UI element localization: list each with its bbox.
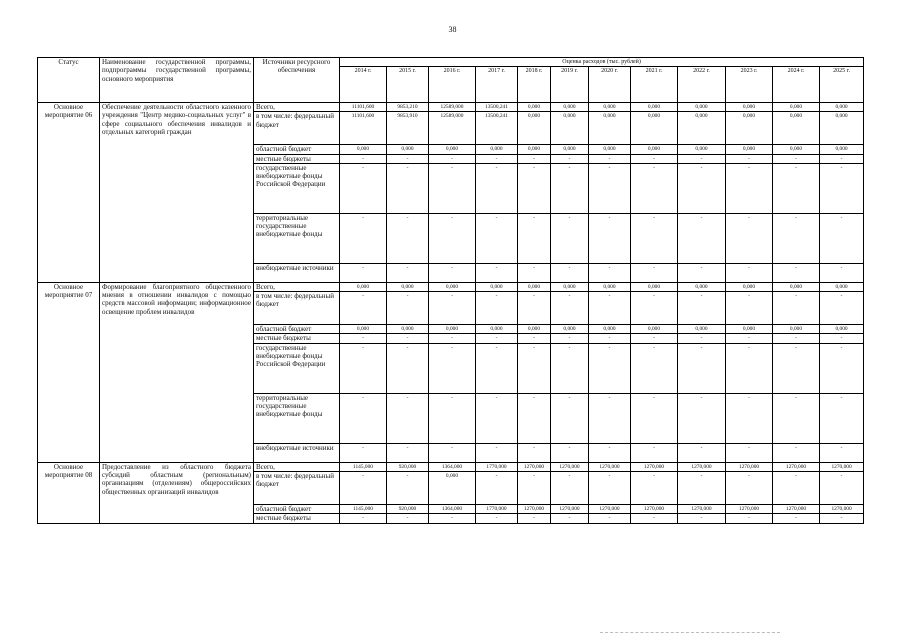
value-cell: 0,000 bbox=[518, 145, 551, 154]
header-year: 2022 г. bbox=[678, 67, 726, 103]
funding-source-cell: в том числе: федеральный бюджет bbox=[254, 292, 340, 325]
value-cell: 0,000 bbox=[551, 103, 589, 112]
value-cell: 920,000 bbox=[387, 462, 429, 471]
value-cell: 0,000 bbox=[678, 112, 726, 145]
header-year: 2021 г. bbox=[631, 67, 678, 103]
value-cell: - bbox=[589, 472, 631, 505]
header-year: 2025 г. bbox=[820, 67, 864, 103]
value-cell: - bbox=[773, 472, 820, 505]
value-cell: - bbox=[589, 334, 631, 343]
value-cell: - bbox=[551, 263, 589, 282]
funding-source-cell: местные бюджеты bbox=[254, 514, 340, 523]
value-cell: - bbox=[518, 343, 551, 393]
value-cell: - bbox=[726, 163, 773, 213]
value-cell: - bbox=[340, 443, 387, 462]
value-cell: 0,000 bbox=[820, 103, 864, 112]
value-cell: - bbox=[340, 163, 387, 213]
value-cell: - bbox=[589, 263, 631, 282]
value-cell: - bbox=[631, 163, 678, 213]
value-cell: 1270,000 bbox=[631, 462, 678, 471]
value-cell: - bbox=[476, 292, 518, 325]
value-cell: - bbox=[820, 334, 864, 343]
value-cell: - bbox=[476, 334, 518, 343]
value-cell: - bbox=[820, 443, 864, 462]
value-cell: - bbox=[429, 514, 476, 523]
value-cell: - bbox=[518, 263, 551, 282]
value-cell: 0,000 bbox=[589, 325, 631, 334]
header-year: 2020 г. bbox=[589, 67, 631, 103]
header-estimate: Оценка расходов (тыс. рублей) bbox=[340, 58, 864, 67]
funding-source-cell: Всего, bbox=[254, 462, 340, 471]
value-cell: 0,000 bbox=[773, 282, 820, 291]
header-sources: Источники ресурсного обеспечения bbox=[254, 58, 340, 103]
value-cell: - bbox=[387, 393, 429, 443]
header-year: 2019 г. bbox=[551, 67, 589, 103]
value-cell: 0,000 bbox=[429, 282, 476, 291]
table-row bbox=[38, 282, 864, 291]
value-cell: 0,000 bbox=[340, 325, 387, 334]
header-year: 2024 г. bbox=[773, 67, 820, 103]
value-cell: 0,000 bbox=[726, 112, 773, 145]
value-cell: 1770,000 bbox=[476, 462, 518, 471]
value-cell: 0,000 bbox=[773, 103, 820, 112]
value-cell: - bbox=[678, 292, 726, 325]
value-cell: - bbox=[589, 292, 631, 325]
value-cell: - bbox=[518, 292, 551, 325]
value-cell: 13500,241 bbox=[476, 103, 518, 112]
table-row bbox=[38, 462, 864, 471]
value-cell: - bbox=[678, 343, 726, 393]
value-cell: - bbox=[518, 334, 551, 343]
value-cell: 1145,000 bbox=[340, 505, 387, 514]
value-cell: 1270,000 bbox=[631, 505, 678, 514]
value-cell: - bbox=[429, 393, 476, 443]
value-cell: - bbox=[551, 343, 589, 393]
funding-source-cell: областной бюджет bbox=[254, 145, 340, 154]
value-cell: 1270,000 bbox=[518, 462, 551, 471]
header-year: 2023 г. bbox=[726, 67, 773, 103]
bottom-mark bbox=[600, 632, 780, 635]
table-row bbox=[38, 103, 864, 112]
value-cell: 0,000 bbox=[387, 145, 429, 154]
value-cell: 0,000 bbox=[589, 145, 631, 154]
value-cell: - bbox=[476, 472, 518, 505]
value-cell: - bbox=[518, 514, 551, 523]
value-cell: 0,000 bbox=[340, 282, 387, 291]
value-cell: 920,000 bbox=[387, 505, 429, 514]
value-cell: - bbox=[551, 163, 589, 213]
expenditure-table bbox=[37, 57, 864, 524]
value-cell: - bbox=[631, 472, 678, 505]
value-cell: 0,000 bbox=[551, 282, 589, 291]
value-cell: - bbox=[476, 443, 518, 462]
value-cell: - bbox=[589, 514, 631, 523]
value-cell: - bbox=[551, 393, 589, 443]
value-cell: 11101,600 bbox=[340, 103, 387, 112]
value-cell: 1270,000 bbox=[820, 505, 864, 514]
value-cell: - bbox=[340, 213, 387, 263]
value-cell: 0,000 bbox=[551, 145, 589, 154]
value-cell: 9853,910 bbox=[387, 112, 429, 145]
value-cell: - bbox=[476, 213, 518, 263]
value-cell: - bbox=[551, 334, 589, 343]
value-cell: - bbox=[387, 472, 429, 505]
value-cell: - bbox=[429, 154, 476, 163]
value-cell: - bbox=[589, 163, 631, 213]
value-cell: 0,000 bbox=[678, 145, 726, 154]
value-cell: - bbox=[726, 393, 773, 443]
value-cell: 0,000 bbox=[429, 472, 476, 505]
funding-source-cell: в том числе: федеральный бюджет bbox=[254, 112, 340, 145]
value-cell: 1270,000 bbox=[726, 505, 773, 514]
value-cell: - bbox=[518, 213, 551, 263]
value-cell: - bbox=[429, 443, 476, 462]
value-cell: - bbox=[518, 472, 551, 505]
value-cell: - bbox=[726, 263, 773, 282]
value-cell: 0,000 bbox=[518, 325, 551, 334]
value-cell: - bbox=[726, 213, 773, 263]
value-cell: - bbox=[820, 393, 864, 443]
value-cell: - bbox=[773, 263, 820, 282]
value-cell: - bbox=[551, 154, 589, 163]
value-cell: - bbox=[820, 213, 864, 263]
value-cell: - bbox=[429, 213, 476, 263]
value-cell: - bbox=[631, 514, 678, 523]
funding-source-cell: в том числе: федеральный бюджет bbox=[254, 472, 340, 505]
value-cell: - bbox=[820, 263, 864, 282]
value-cell: 1270,000 bbox=[589, 462, 631, 471]
value-cell: - bbox=[551, 292, 589, 325]
value-cell: - bbox=[631, 393, 678, 443]
funding-source-cell: внебюджетные источники bbox=[254, 443, 340, 462]
value-cell: - bbox=[476, 393, 518, 443]
value-cell: 0,000 bbox=[820, 325, 864, 334]
value-cell: 0,000 bbox=[678, 325, 726, 334]
value-cell: - bbox=[518, 154, 551, 163]
value-cell: - bbox=[387, 292, 429, 325]
value-cell: - bbox=[678, 263, 726, 282]
funding-source-cell: государственные внебюджетные фонды Российской Федерации bbox=[254, 163, 340, 213]
value-cell: - bbox=[631, 343, 678, 393]
value-cell: - bbox=[678, 163, 726, 213]
value-cell: 0,000 bbox=[589, 103, 631, 112]
value-cell: - bbox=[631, 263, 678, 282]
value-cell: - bbox=[387, 443, 429, 462]
measure-name-cell: Предоставление из областного бюджета субсидий областным (региональным) организациям (отделениям) общероссийских общественных организаций инвалидов bbox=[100, 462, 254, 523]
value-cell: - bbox=[678, 334, 726, 343]
value-cell: - bbox=[476, 514, 518, 523]
page-number: 38 bbox=[448, 25, 457, 34]
value-cell: - bbox=[589, 213, 631, 263]
value-cell: - bbox=[678, 472, 726, 505]
value-cell: 0,000 bbox=[678, 282, 726, 291]
value-cell: - bbox=[340, 263, 387, 282]
funding-source-cell: областной бюджет bbox=[254, 505, 340, 514]
value-cell: - bbox=[589, 343, 631, 393]
value-cell: - bbox=[773, 154, 820, 163]
value-cell: 0,000 bbox=[518, 112, 551, 145]
header-year: 2018 г. bbox=[518, 67, 551, 103]
value-cell: - bbox=[551, 443, 589, 462]
value-cell: 1270,000 bbox=[551, 505, 589, 514]
value-cell: 1364,000 bbox=[429, 462, 476, 471]
value-cell: - bbox=[518, 163, 551, 213]
header-year: 2015 г. bbox=[387, 67, 429, 103]
value-cell: - bbox=[476, 163, 518, 213]
value-cell: - bbox=[340, 343, 387, 393]
value-cell: - bbox=[340, 292, 387, 325]
value-cell: - bbox=[429, 163, 476, 213]
value-cell: - bbox=[551, 213, 589, 263]
status-cell: Основное мероприятие 08 bbox=[38, 462, 100, 523]
measure-name-cell: Обеспечение деятельности областного казенного учреждения "Центр медико-социальных услуг" в сфере социального обеспечения инвалидов и отдельных категорий граждан bbox=[100, 103, 254, 283]
value-cell: - bbox=[726, 472, 773, 505]
header-year: 2017 г. bbox=[476, 67, 518, 103]
value-cell: - bbox=[387, 263, 429, 282]
funding-source-cell: местные бюджеты bbox=[254, 334, 340, 343]
value-cell: - bbox=[429, 343, 476, 393]
value-cell: - bbox=[589, 154, 631, 163]
value-cell: - bbox=[820, 154, 864, 163]
header-year: 2016 г. bbox=[429, 67, 476, 103]
value-cell: - bbox=[551, 472, 589, 505]
value-cell: - bbox=[340, 154, 387, 163]
value-cell: - bbox=[387, 163, 429, 213]
value-cell: 0,000 bbox=[726, 145, 773, 154]
value-cell: - bbox=[773, 514, 820, 523]
value-cell: - bbox=[476, 263, 518, 282]
value-cell: 0,000 bbox=[340, 145, 387, 154]
value-cell: - bbox=[678, 443, 726, 462]
value-cell: - bbox=[773, 213, 820, 263]
value-cell: 1270,000 bbox=[518, 505, 551, 514]
value-cell: - bbox=[631, 292, 678, 325]
value-cell: 0,000 bbox=[551, 112, 589, 145]
value-cell: - bbox=[726, 334, 773, 343]
measure-name-cell: Формирование благоприятного общественного мнения в отношении инвалидов с помощью средств массовой информации; информационное освещение проблем инвалидов bbox=[100, 282, 254, 462]
value-cell: 0,000 bbox=[476, 145, 518, 154]
value-cell: - bbox=[820, 343, 864, 393]
value-cell: 1270,000 bbox=[551, 462, 589, 471]
value-cell: 0,000 bbox=[773, 325, 820, 334]
value-cell: 0,000 bbox=[551, 325, 589, 334]
value-cell: 13500,241 bbox=[476, 112, 518, 145]
value-cell: - bbox=[429, 263, 476, 282]
value-cell: 1145,000 bbox=[340, 462, 387, 471]
value-cell: 0,000 bbox=[631, 282, 678, 291]
value-cell: 9853,210 bbox=[387, 103, 429, 112]
value-cell: - bbox=[631, 213, 678, 263]
value-cell: - bbox=[773, 393, 820, 443]
funding-source-cell: внебюджетные источники bbox=[254, 263, 340, 282]
value-cell: - bbox=[726, 292, 773, 325]
value-cell: - bbox=[340, 393, 387, 443]
value-cell: - bbox=[773, 443, 820, 462]
value-cell: 12589,000 bbox=[429, 112, 476, 145]
value-cell: 0,000 bbox=[631, 112, 678, 145]
value-cell: - bbox=[387, 343, 429, 393]
funding-source-cell: государственные внебюджетные фонды Российской Федерации bbox=[254, 343, 340, 393]
value-cell: - bbox=[773, 334, 820, 343]
value-cell: - bbox=[476, 154, 518, 163]
value-cell: - bbox=[820, 292, 864, 325]
value-cell: 0,000 bbox=[518, 103, 551, 112]
value-cell: 0,000 bbox=[589, 282, 631, 291]
value-cell: 0,000 bbox=[589, 112, 631, 145]
value-cell: - bbox=[551, 514, 589, 523]
status-cell: Основное мероприятие 06 bbox=[38, 103, 100, 283]
value-cell: 0,000 bbox=[726, 103, 773, 112]
value-cell: - bbox=[387, 334, 429, 343]
value-cell: 0,000 bbox=[820, 282, 864, 291]
value-cell: 0,000 bbox=[820, 112, 864, 145]
value-cell: - bbox=[678, 514, 726, 523]
value-cell: - bbox=[340, 514, 387, 523]
value-cell: - bbox=[773, 292, 820, 325]
value-cell: - bbox=[589, 393, 631, 443]
value-cell: 0,000 bbox=[678, 103, 726, 112]
value-cell: - bbox=[387, 213, 429, 263]
value-cell: 1270,000 bbox=[773, 505, 820, 514]
value-cell: 11101,600 bbox=[340, 112, 387, 145]
value-cell: - bbox=[773, 163, 820, 213]
header-year: 2014 г. bbox=[340, 67, 387, 103]
value-cell: - bbox=[678, 154, 726, 163]
funding-source-cell: Всего, bbox=[254, 282, 340, 291]
value-cell: 1364,000 bbox=[429, 505, 476, 514]
value-cell: - bbox=[340, 472, 387, 505]
value-cell: - bbox=[678, 213, 726, 263]
value-cell: 0,000 bbox=[429, 325, 476, 334]
value-cell: 12589,000 bbox=[429, 103, 476, 112]
value-cell: 0,000 bbox=[631, 103, 678, 112]
value-cell: 1270,000 bbox=[773, 462, 820, 471]
value-cell: - bbox=[631, 334, 678, 343]
value-cell: 0,000 bbox=[773, 112, 820, 145]
value-cell: - bbox=[820, 514, 864, 523]
value-cell: - bbox=[820, 472, 864, 505]
value-cell: - bbox=[387, 154, 429, 163]
value-cell: 0,000 bbox=[387, 282, 429, 291]
value-cell: 1270,000 bbox=[726, 462, 773, 471]
value-cell: - bbox=[387, 514, 429, 523]
value-cell: 1270,000 bbox=[589, 505, 631, 514]
value-cell: - bbox=[678, 393, 726, 443]
value-cell: - bbox=[631, 443, 678, 462]
header-name: Наименование государственной программы, подпрограммы государственной программы, основного мероприятия bbox=[100, 58, 254, 103]
value-cell: 0,000 bbox=[518, 282, 551, 291]
funding-source-cell: местные бюджеты bbox=[254, 154, 340, 163]
value-cell: - bbox=[476, 343, 518, 393]
value-cell: 0,000 bbox=[820, 145, 864, 154]
status-cell: Основное мероприятие 07 bbox=[38, 282, 100, 462]
value-cell: - bbox=[726, 343, 773, 393]
value-cell: - bbox=[429, 334, 476, 343]
value-cell: - bbox=[589, 443, 631, 462]
funding-source-cell: территориальные государственные внебюджетные фонды bbox=[254, 393, 340, 443]
value-cell: 0,000 bbox=[773, 145, 820, 154]
value-cell: 0,000 bbox=[726, 325, 773, 334]
value-cell: 0,000 bbox=[429, 145, 476, 154]
value-cell: - bbox=[726, 154, 773, 163]
value-cell: - bbox=[518, 393, 551, 443]
value-cell: 1270,000 bbox=[820, 462, 864, 471]
value-cell: - bbox=[773, 343, 820, 393]
value-cell: 0,000 bbox=[476, 325, 518, 334]
value-cell: - bbox=[518, 443, 551, 462]
value-cell: - bbox=[631, 154, 678, 163]
value-cell: 0,000 bbox=[631, 145, 678, 154]
value-cell: - bbox=[429, 292, 476, 325]
value-cell: 0,000 bbox=[476, 282, 518, 291]
value-cell: 0,000 bbox=[387, 325, 429, 334]
value-cell: - bbox=[340, 334, 387, 343]
value-cell: 1270,000 bbox=[678, 462, 726, 471]
header-status: Статус bbox=[38, 58, 100, 103]
value-cell: 1270,000 bbox=[678, 505, 726, 514]
value-cell: - bbox=[820, 163, 864, 213]
value-cell: 0,000 bbox=[726, 282, 773, 291]
value-cell: 0,000 bbox=[631, 325, 678, 334]
funding-source-cell: Всего, bbox=[254, 103, 340, 112]
funding-source-cell: территориальные государственные внебюджетные фонды bbox=[254, 213, 340, 263]
value-cell: - bbox=[726, 443, 773, 462]
funding-source-cell: областной бюджет bbox=[254, 325, 340, 334]
value-cell: - bbox=[726, 514, 773, 523]
value-cell: 1770,000 bbox=[476, 505, 518, 514]
